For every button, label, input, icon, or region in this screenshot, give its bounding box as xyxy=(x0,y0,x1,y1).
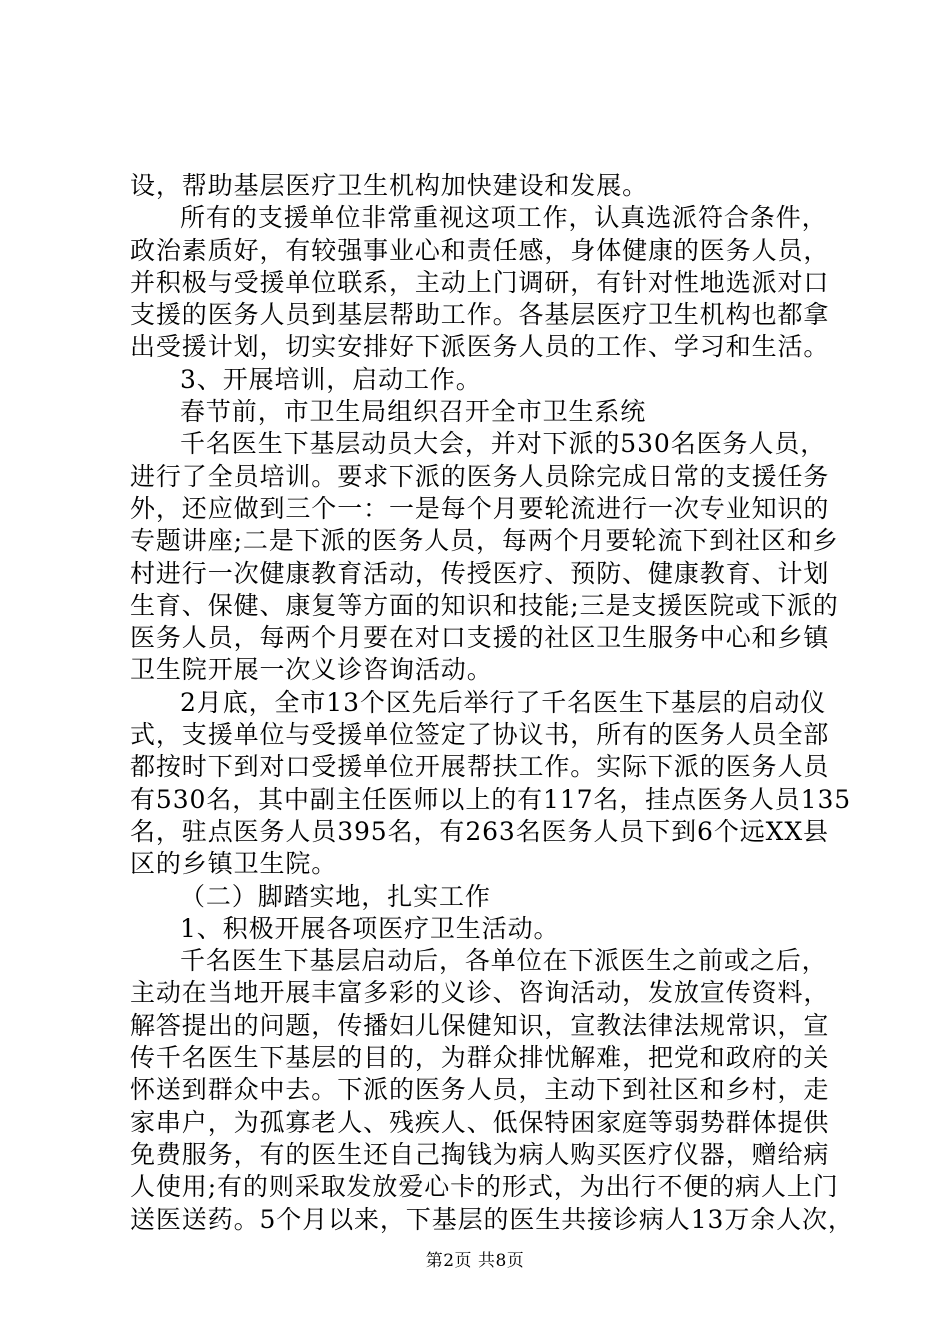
text-line: 支援的医务人员到基层帮助工作。各基层医疗卫生机构也都拿 xyxy=(130,300,830,330)
text-line: 所有的支援单位非常重视这项工作，认真选派符合条件， xyxy=(180,203,828,233)
text-line: 春节前，市卫生局组织召开全市卫生系统 xyxy=(180,397,647,427)
text-line: 都按时下到对口受援单位开展帮扶工作。实际下派的医务人员 xyxy=(130,752,830,782)
text-line: 生育、保健、康复等方面的知识和技能;三是支援医院或下派的 xyxy=(130,590,839,620)
text-line: （二）脚踏实地，扎实工作 xyxy=(180,881,491,911)
text-line: 送医送药。5个月以来，下基层的医生共接诊病人13万余人次， xyxy=(130,1204,854,1234)
text-line: 外，还应做到三个一：一是每个月要轮流进行一次专业知识的 xyxy=(130,493,830,523)
text-line: 千名医生下基层启动后，各单位在下派医生之前或之后， xyxy=(180,946,828,976)
text-line: 人使用;有的则采取发放爱心卡的形式，为出行不便的病人上门 xyxy=(130,1172,839,1202)
text-line: 免费服务，有的医生还自己掏钱为病人购买医疗仪器，赠给病 xyxy=(130,1139,830,1169)
text-line: 名，驻点医务人员395名，有263名医务人员下到6个远XX县 xyxy=(130,816,829,846)
body-text xyxy=(130,170,854,1236)
text-line: 式，支援单位与受援单位签定了协议书，所有的医务人员全部 xyxy=(130,720,830,750)
text-line: 千名医生下基层动员大会，并对下派的530名医务人员， xyxy=(180,429,827,459)
text-line: 家串户，为孤寡老人、残疾人、低保特困家庭等弱势群体提供 xyxy=(130,1107,830,1137)
text-line: 传千名医生下基层的目的，为群众排忧解难，把党和政府的关 xyxy=(130,1043,830,1073)
text-line: 怀送到群众中去。下派的医务人员，主动下到社区和乡村，走 xyxy=(130,1075,830,1105)
text-line: 有530名，其中副主任医师以上的有117名，挂点医务人员135 xyxy=(130,784,852,814)
text-line: 设，帮助基层医疗卫生机构加快建设和发展。 xyxy=(130,171,649,200)
text-line: 主动在当地开展丰富多彩的义诊、咨询活动，发放宣传资料， xyxy=(130,978,830,1008)
text-line: 2月底，全市13个区先后举行了千名医生下基层的启动仪 xyxy=(180,687,827,717)
text-line: 村进行一次健康教育活动，传授医疗、预防、健康教育、计划 xyxy=(130,558,830,588)
text-line: 1、积极开展各项医疗卫生活动。 xyxy=(180,913,560,943)
text-line: 出受援计划，切实安排好下派医务人员的工作、学习和生活。 xyxy=(130,332,830,362)
text-line: 区的乡镇卫生院。 xyxy=(130,849,338,879)
text-line: 并积极与受援单位联系，主动上门调研，有针对性地选派对口 xyxy=(130,267,830,297)
page-footer: 第2页 共8页 xyxy=(425,1251,525,1271)
text-line: 进行了全员培训。要求下派的医务人员除完成日常的支援任务 xyxy=(130,461,830,491)
text-line: 3、开展培训，启动工作。 xyxy=(180,364,482,394)
text-line: 解答提出的问题，传播妇儿保健知识，宣教法律法规常识，宣 xyxy=(130,1010,830,1040)
text-line: 政治素质好，有较强事业心和责任感，身体健康的医务人员， xyxy=(130,235,830,265)
text-line: 医务人员，每两个月要在对口支援的社区卫生服务中心和乡镇 xyxy=(130,623,830,653)
text-line: 专题讲座;二是下派的医务人员，每两个月要轮流下到社区和乡 xyxy=(130,526,839,556)
text-line: 卫生院开展一次义诊咨询活动。 xyxy=(130,655,493,685)
